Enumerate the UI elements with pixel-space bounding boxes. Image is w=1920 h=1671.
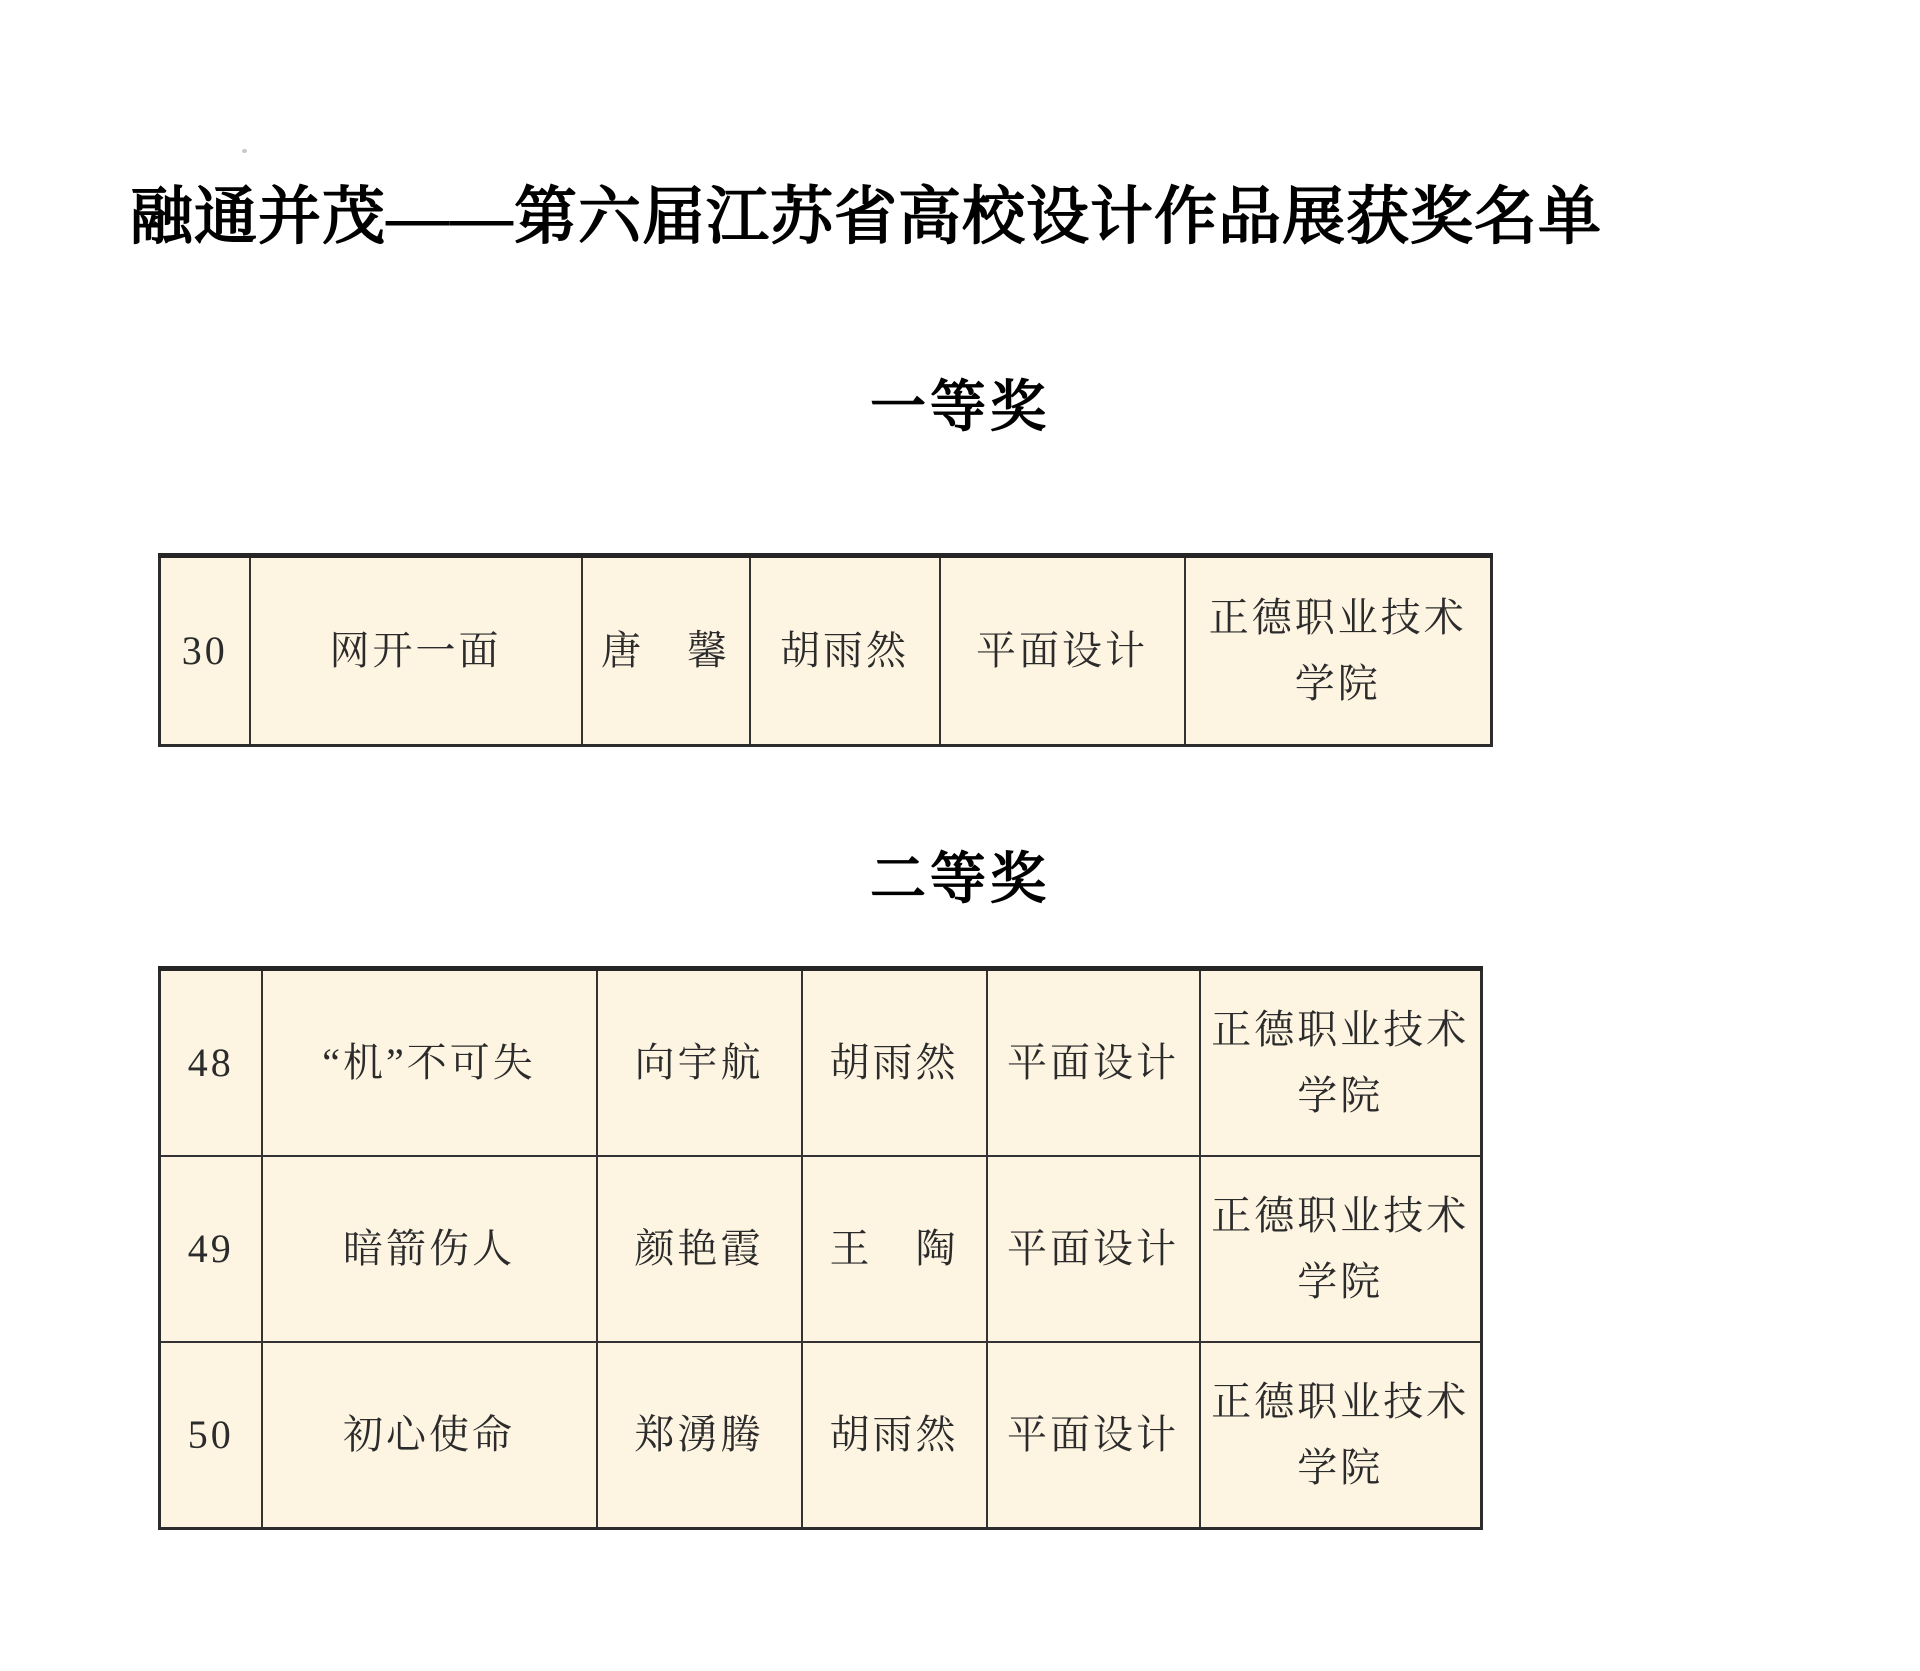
cell-work-title: 暗箭伤人 [262,1156,597,1342]
scan-speck-artifact [242,149,247,153]
cell-advisor: 胡雨然 [750,556,940,746]
cell-school: 正德职业技术学院 [1200,1342,1482,1529]
cell-work-title: 初心使命 [262,1342,597,1529]
table-row [160,1342,1482,1529]
second-prize-table [158,966,1483,1530]
cell-author: 郑湧腾 [597,1342,802,1529]
cell-school: 正德职业技术学院 [1200,1156,1482,1342]
first-prize-table [158,553,1493,747]
cell-category: 平面设计 [987,969,1200,1157]
cell-work-title: 网开一面 [250,556,582,746]
cell-advisor: 王 陶 [802,1156,987,1342]
cell-school: 正德职业技术学院 [1185,556,1492,746]
cell-category: 平面设计 [987,1342,1200,1529]
cell-advisor: 胡雨然 [802,1342,987,1529]
table-row [160,1156,1482,1342]
cell-advisor: 胡雨然 [802,969,987,1157]
cell-author: 向宇航 [597,969,802,1157]
cell-school: 正德职业技术学院 [1200,969,1482,1157]
cell-category: 平面设计 [987,1156,1200,1342]
cell-author: 唐 馨 [582,556,750,746]
cell-number: 49 [160,1156,262,1342]
cell-number: 50 [160,1342,262,1529]
cell-number: 48 [160,969,262,1157]
cell-number: 30 [160,556,250,746]
cell-category: 平面设计 [940,556,1185,746]
section-heading-first-prize: 一等奖 [870,377,1050,439]
cell-work-title: “机”不可失 [262,969,597,1157]
cell-author: 颜艳霞 [597,1156,802,1342]
table-row [160,969,1482,1157]
section-heading-second-prize: 二等奖 [870,849,1050,911]
page-title: 融通并茂——第六届江苏省高校设计作品展获奖名单 [130,182,1602,252]
table-row [160,556,1492,746]
